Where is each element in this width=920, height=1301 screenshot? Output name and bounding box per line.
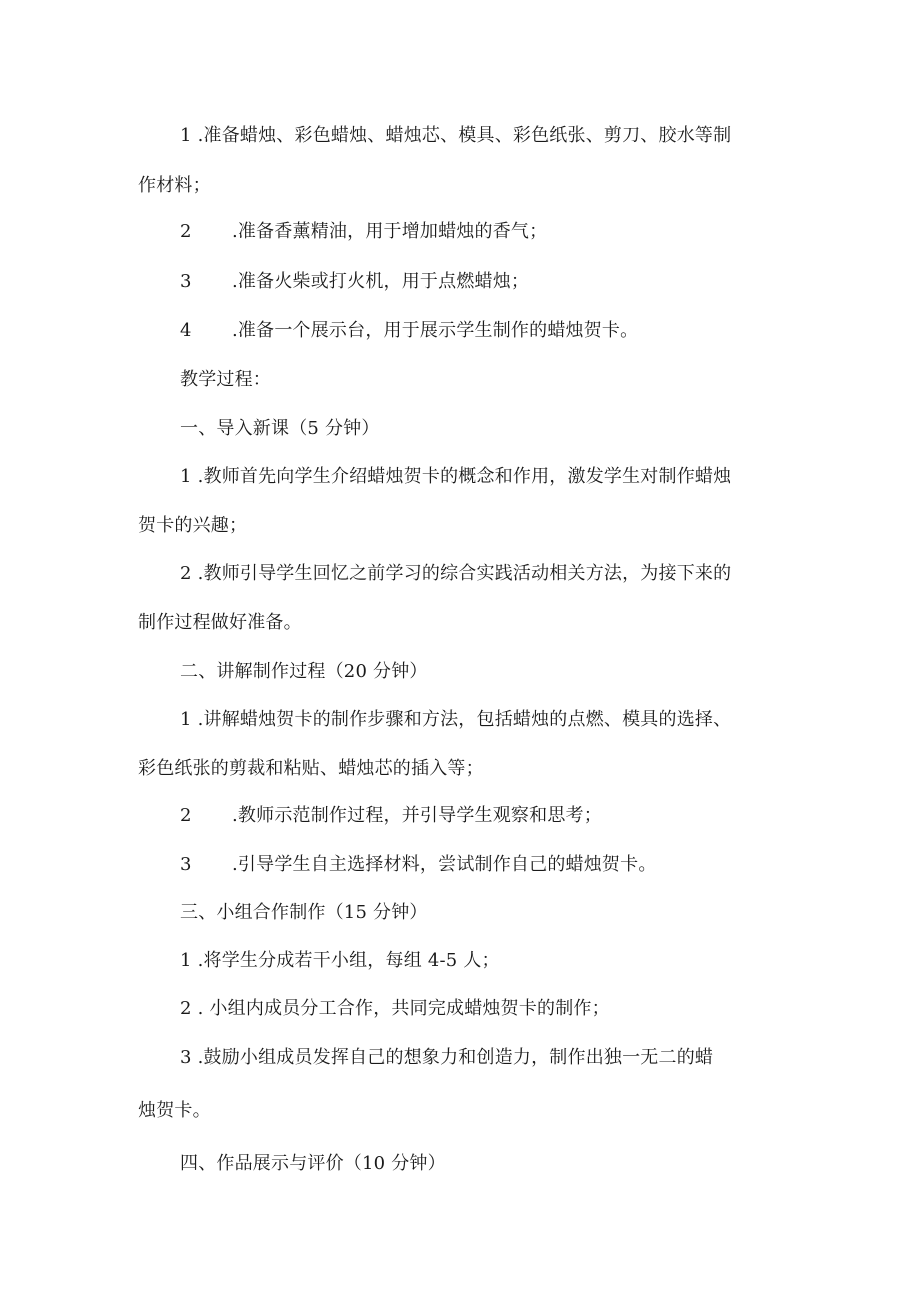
- text-line: .准备香薰精油，用于增加蜡烛的香气；: [232, 221, 548, 242]
- list-number: 3: [180, 271, 192, 292]
- text-line: 1 .讲解蜡烛贺卡的制作步骤和方法，包括蜡烛的点燃、模具的选择、: [180, 709, 732, 730]
- text-line: 彩色纸张的剪裁和粘贴、蜡烛芯的插入等；: [138, 758, 484, 779]
- text-line: 1 .准备蜡烛、彩色蜡烛、蜡烛芯、模具、彩色纸张、剪刀、胶水等制: [180, 125, 732, 146]
- text-line: .引导学生自主选择材料，尝试制作自己的蜡烛贺卡。: [232, 854, 657, 875]
- section-heading: 一、导入新课（5 分钟）: [180, 418, 380, 439]
- section-heading: 四、作品展示与评价（10 分钟）: [180, 1153, 446, 1174]
- text-line: .教师示范制作过程，并引导学生观察和思考；: [232, 805, 602, 826]
- list-number: 4: [180, 320, 192, 341]
- list-number: 3: [180, 854, 192, 875]
- text-line: 3 .鼓励小组成员发挥自己的想象力和创造力，制作出独一无二的蜡: [180, 1047, 714, 1068]
- list-number: 2: [180, 805, 192, 826]
- text-line: 2 .教师引导学生回忆之前学习的综合实践活动相关方法，为接下来的: [180, 563, 732, 584]
- section-heading: 三、小组合作制作（15 分钟）: [180, 902, 428, 923]
- text-line: 1 .将学生分成若干小组，每组 4-5 人；: [180, 950, 500, 971]
- text-line: .准备火柴或打火机，用于点燃蜡烛；: [232, 271, 530, 292]
- text-line: 2 . 小组内成员分工合作，共同完成蜡烛贺卡的制作；: [180, 998, 610, 1019]
- text-line: 制作过程做好准备。: [138, 612, 302, 633]
- text-line: 贺卡的兴趣；: [138, 515, 248, 536]
- section-heading: 教学过程：: [180, 369, 271, 390]
- section-heading: 二、讲解制作过程（20 分钟）: [180, 661, 428, 682]
- text-line: 1 .教师首先向学生介绍蜡烛贺卡的概念和作用，激发学生对制作蜡烛: [180, 466, 732, 487]
- list-number: 2: [180, 221, 192, 242]
- text-line: 作材料；: [138, 175, 211, 196]
- text-line: 烛贺卡。: [138, 1100, 211, 1121]
- text-line: .准备一个展示台，用于展示学生制作的蜡烛贺卡。: [232, 320, 639, 341]
